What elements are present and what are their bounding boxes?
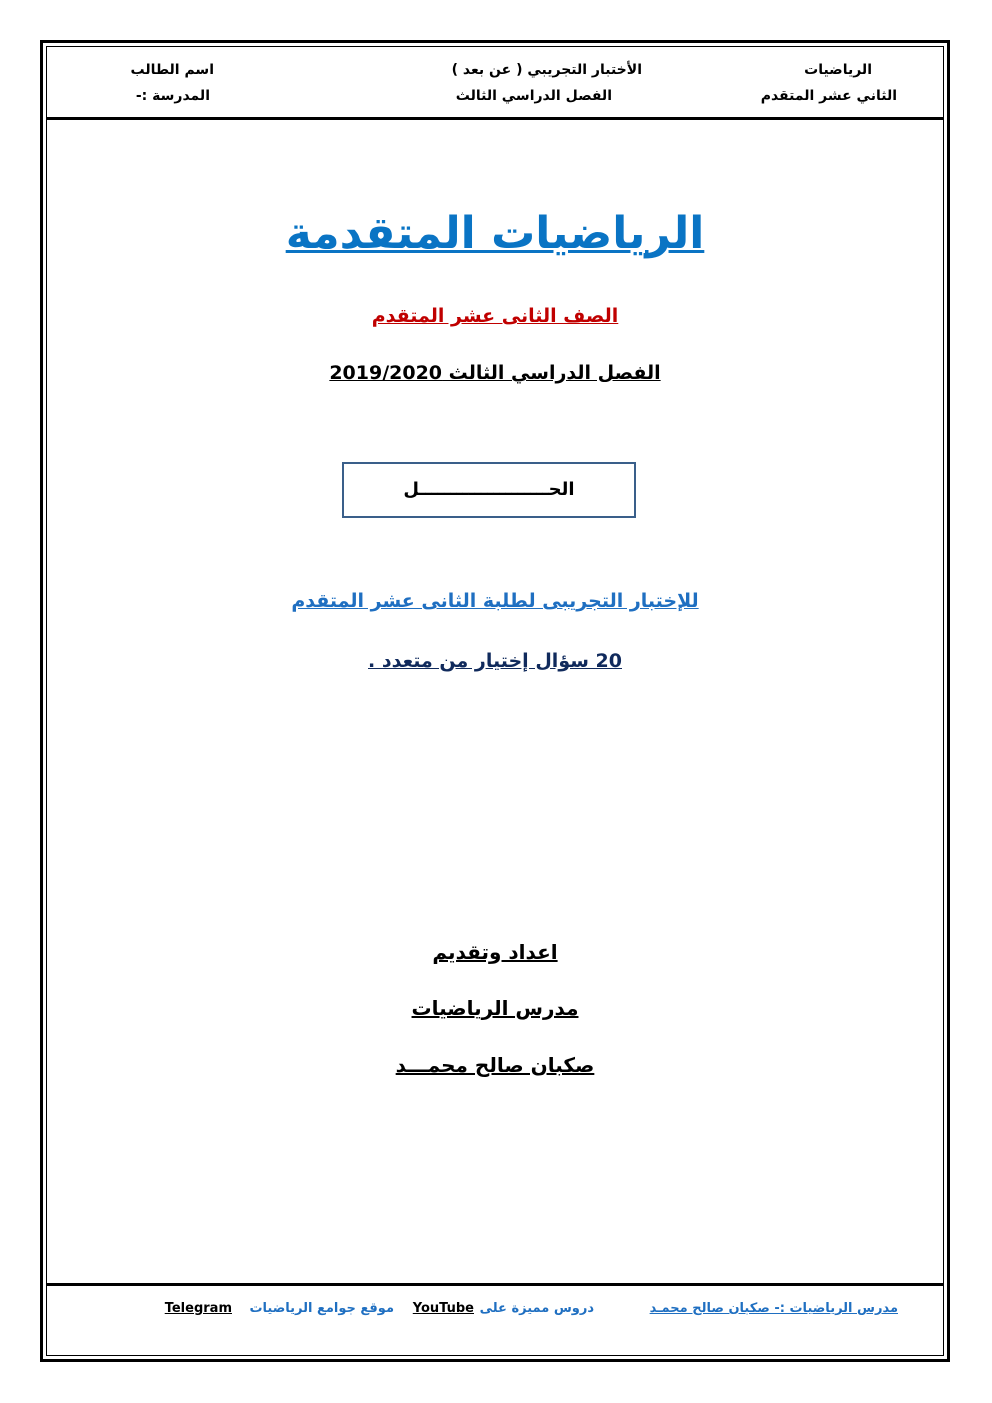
footer-site: موقع جوامع الرياضيات bbox=[249, 1301, 394, 1316]
header-school-label: المدرسة :- bbox=[135, 88, 210, 104]
header-subject: الرياضيات bbox=[804, 62, 872, 78]
grade-line: الصف الثانى عشر المتقدم bbox=[371, 305, 619, 327]
header-divider bbox=[46, 117, 944, 120]
footer-divider bbox=[46, 1283, 944, 1286]
header-exam: الأختبار التجريبي ( عن بعد ) bbox=[451, 62, 642, 78]
page-title: الرياضيات المتقدمة bbox=[285, 208, 705, 259]
footer-lessons: دروس مميزة على bbox=[479, 1301, 594, 1316]
description-line-2: 20 سؤال إختيار من متعدد . bbox=[368, 650, 622, 672]
term-line: الفصل الدراسي الثالث 2019/2020 bbox=[329, 362, 661, 384]
footer-youtube-link[interactable]: YouTube bbox=[412, 1301, 474, 1316]
description-line-1: للإختبار التجريبى لطلبة الثانى عشر المتقدم bbox=[291, 590, 699, 612]
solution-box bbox=[342, 462, 636, 518]
header-term: الفصل الدراسي الثالث bbox=[455, 88, 612, 104]
footer-telegram-link[interactable]: Telegram bbox=[164, 1301, 232, 1316]
solution-label: الحـــــــــــــــــــــل bbox=[403, 479, 575, 500]
credit-author: صكبان صالح محمـــد bbox=[395, 1053, 595, 1077]
header-grade: الثاني عشر المتقدم bbox=[760, 88, 897, 104]
credit-role: مدرس الرياضيات bbox=[411, 996, 579, 1020]
header-student-name-label: اسم الطالب bbox=[130, 62, 214, 78]
footer-teacher: مدرس الرياضيات :- صكبان صالح محمـد bbox=[649, 1301, 898, 1316]
credit-prepared-by: اعداد وتقديم bbox=[432, 940, 558, 964]
